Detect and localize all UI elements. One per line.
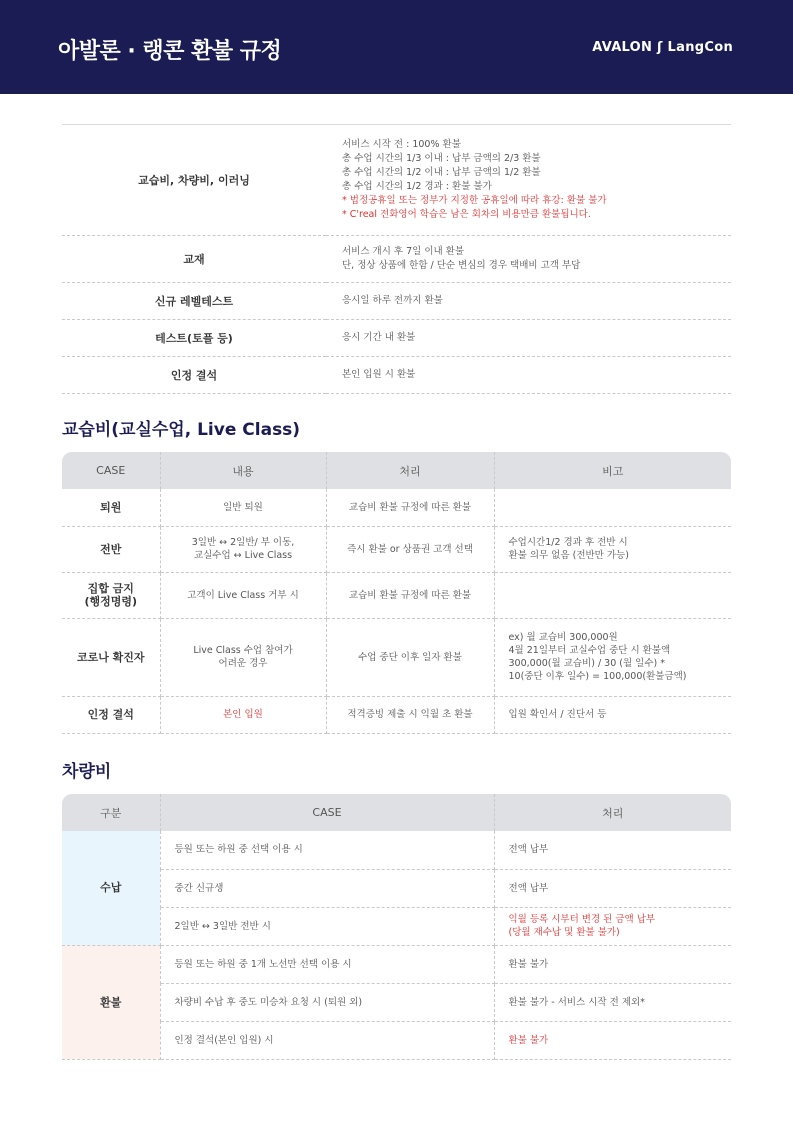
vehicle-process: 환불 불가 xyxy=(494,1021,731,1059)
general-row-line: 총 수업 시간의 1/2 경과 : 환불 불가 xyxy=(342,181,492,192)
tuition-content: 본인 입원 xyxy=(160,696,326,733)
vehicle-process: 익월 등록 시부터 변경 된 금액 납부 (당월 재수납 및 환불 불가) xyxy=(494,907,731,945)
page-title: 아발론 · 랭콘 환불 규정 xyxy=(58,39,282,64)
general-row xyxy=(62,125,731,236)
brand-logo: AVALON ʃ LangCon xyxy=(592,40,733,55)
tuition-process: 수업 중단 이후 일자 환불 xyxy=(326,618,494,696)
tuition-content: 3일반 ↔ 2일반/ 부 이동, 교실수업 ↔ Live Class xyxy=(160,526,326,572)
general-row xyxy=(62,320,731,357)
general-row-value xyxy=(326,283,731,320)
general-row-key: 신규 레벨테스트 xyxy=(62,283,326,320)
tuition-case: 인정 결석 xyxy=(62,696,160,733)
general-row-line: 서비스 시작 전 : 100% 환불 xyxy=(342,139,461,150)
tuition-header-cell: 처리 xyxy=(326,452,494,489)
tuition-content: Live Class 수업 참여가 어려운 경우 xyxy=(160,618,326,696)
tuition-process: 교습비 환불 규정에 따른 환불 xyxy=(326,572,494,618)
vehicle-row xyxy=(62,869,731,907)
vehicle-case: 중간 신규생 xyxy=(160,869,494,907)
general-row-line: 서비스 개시 후 7일 이내 환불 xyxy=(342,246,465,257)
vehicle-header-cell: 처리 xyxy=(494,794,731,831)
vehicle-row xyxy=(62,983,731,1021)
tuition-refund-table xyxy=(62,452,731,734)
general-row-key: 인정 결석 xyxy=(62,357,326,394)
general-row-value xyxy=(326,236,731,283)
tuition-section-title: 교습비(교실수업, Live Class) xyxy=(62,420,301,440)
general-row xyxy=(62,283,731,320)
tuition-note: ex) 월 교습비 300,000원 4월 21일부터 교실수업 중단 시 환불액 300,000(월 교습비) / 30 (월 일수) * 10(중단 이후 일수) = 100,000(환불금액) xyxy=(494,618,731,696)
tuition-row xyxy=(62,618,731,696)
vehicle-case: 등원 또는 하원 중 선택 이용 시 xyxy=(160,831,494,869)
vehicle-row xyxy=(62,945,731,983)
general-row-line: 총 수업 시간의 1/2 이내 : 납부 금액의 1/2 환불 xyxy=(342,167,541,178)
tuition-case: 코로나 확진자 xyxy=(62,618,160,696)
general-row-value xyxy=(326,357,731,394)
general-row-line: 총 수업 시간의 1/3 이내 : 납부 금액의 2/3 환불 xyxy=(342,153,541,164)
vehicle-group-label: 환불 xyxy=(62,945,160,1059)
general-row-line: * 법정공휴일 또는 정부가 지정한 공휴일에 따라 휴강: 환불 불가 xyxy=(342,195,607,206)
tuition-row xyxy=(62,526,731,572)
general-row-key: 교습비, 차량비, 이러닝 xyxy=(62,125,326,236)
vehicle-section-title: 차량비 xyxy=(62,762,112,782)
vehicle-case: 차량비 수납 후 중도 미승차 요청 시 (퇴원 외) xyxy=(160,983,494,1021)
vehicle-group-label: 수납 xyxy=(62,831,160,945)
vehicle-case: 2일반 ↔ 3일반 전반 시 xyxy=(160,907,494,945)
tuition-note xyxy=(494,572,731,618)
general-row-line: 응시 기간 내 환불 xyxy=(342,332,416,343)
general-row-line: 단, 정상 상품에 한함 / 단순 변심의 경우 택배비 고객 부담 xyxy=(342,260,581,271)
tuition-case: 집합 금지 (행정명령) xyxy=(62,572,160,618)
vehicle-refund-table xyxy=(62,794,731,1060)
tuition-note: 입원 확인서 / 진단서 등 xyxy=(494,696,731,733)
page-header xyxy=(0,0,793,94)
general-row-key: 교재 xyxy=(62,236,326,283)
tuition-content: 일반 퇴원 xyxy=(160,489,326,526)
general-row-value xyxy=(326,125,731,236)
general-row-value xyxy=(326,320,731,357)
vehicle-case: 등원 또는 하원 중 1개 노선만 선택 이용 시 xyxy=(160,945,494,983)
tuition-header-cell: CASE xyxy=(62,452,160,489)
tuition-note: 수업시간1/2 경과 후 전반 시 환불 의무 없음 (전반만 가능) xyxy=(494,526,731,572)
vehicle-case: 인정 결석(본인 입원) 시 xyxy=(160,1021,494,1059)
vehicle-row xyxy=(62,907,731,945)
vehicle-process: 전액 납부 xyxy=(494,869,731,907)
vehicle-header-cell: 구분 xyxy=(62,794,160,831)
general-row xyxy=(62,357,731,394)
vehicle-header-cell: CASE xyxy=(160,794,494,831)
tuition-row xyxy=(62,489,731,526)
general-row-line: * C'real 전화영어 학습은 남은 회차의 비용만큼 환불됩니다. xyxy=(342,209,591,220)
tuition-process: 즉시 환불 or 상품권 고객 선택 xyxy=(326,526,494,572)
vehicle-process: 환불 불가 - 서비스 시작 전 제외* xyxy=(494,983,731,1021)
general-row xyxy=(62,236,731,283)
general-refund-table xyxy=(62,124,731,394)
general-row-line: 응시일 하루 전까지 환불 xyxy=(342,295,443,306)
tuition-case: 전반 xyxy=(62,526,160,572)
tuition-row xyxy=(62,696,731,733)
tuition-case: 퇴원 xyxy=(62,489,160,526)
vehicle-row xyxy=(62,831,731,869)
tuition-content: 고객이 Live Class 거부 시 xyxy=(160,572,326,618)
vehicle-process: 환불 불가 xyxy=(494,945,731,983)
general-row-key: 테스트(토플 등) xyxy=(62,320,326,357)
tuition-process: 교습비 환불 규정에 따른 환불 xyxy=(326,489,494,526)
tuition-row xyxy=(62,572,731,618)
tuition-header-cell: 비고 xyxy=(494,452,731,489)
tuition-header-cell: 내용 xyxy=(160,452,326,489)
general-row-line: 본인 입원 시 환불 xyxy=(342,369,416,380)
tuition-process: 적격증빙 제출 시 익월 초 환불 xyxy=(326,696,494,733)
vehicle-row xyxy=(62,1021,731,1059)
tuition-note xyxy=(494,489,731,526)
vehicle-process: 전액 납부 xyxy=(494,831,731,869)
